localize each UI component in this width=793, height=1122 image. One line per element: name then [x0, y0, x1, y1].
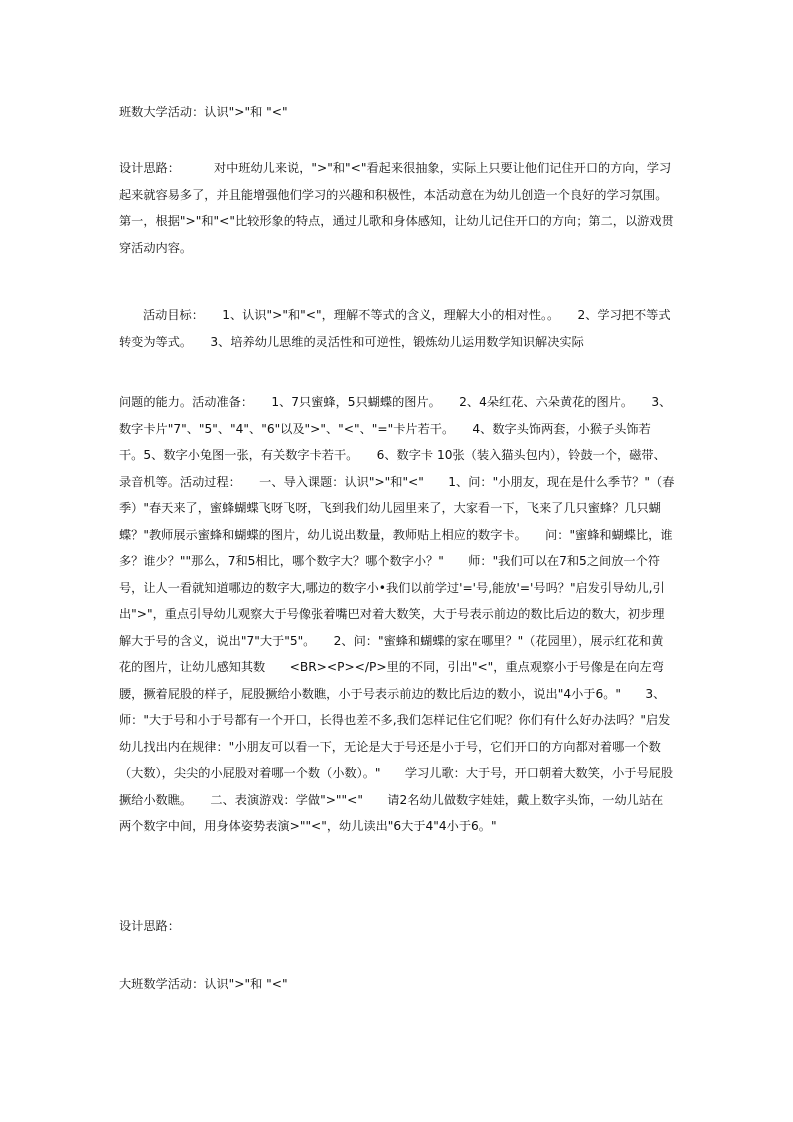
footer-title: 大班数学活动：认识">"和 "<": [119, 977, 288, 991]
page-title: 班数大学活动：认识">"和 "<": [119, 105, 288, 119]
design-idea-label: 设计思路：: [119, 161, 180, 175]
design-idea-text: 对中班幼儿来说，">"和"<"看起来很抽象，实际上只要让他们记住开口的方向，学习起来就容易多了，并且能增强他们学习的兴趣和积极性，本活动意在为幼儿创造一个良好的学习氛围。第一，根据">"和"<"比较形象的特点，通过儿歌和身体感知，让幼儿记住开口的方向；第二，以游戏贯穿活动内容。: [119, 161, 674, 255]
design-idea-label-2: 设计思路：: [119, 919, 180, 933]
goals-paragraph: 活动目标： 1、认识">"和"<"，理解不等式的含义，理解大小的相对性。。 2、学习把不等式转变为等式。 3、培养幼儿思维的灵活性和可逆性，锻炼幼儿运用数学知识解决实际: [119, 308, 671, 349]
process-paragraph: 问题的能力。活动准备： 1、7只蜜蜂，5只蝴蝶的图片。 2、4朵红花、六朵黄花的图片。 3、数字卡片"7"、"5"、"4"、"6"以及">"、"<"、"="卡片若干。 4、数字头饰两套，小猴子头饰若干。5、数字小兔图一张，有关数字卡若干。 6、数字卡 10张（装入猫头包内），铃鼓一个，磁带、录音机等。活动过程： 一、导入课题：认识">"和"<" 1、问："小朋友，现在是什么季节？"（春季）"春天来了，蜜蜂蝴蝶飞呀飞呀，飞到我们幼儿园里来了，大家看一下，飞来了几只蜜蜂？几只蝴蝶？"教师展示蜜蜂和蝴蝶的图片，幼儿说出数量，教师贴上相应的数字卡。 问："蜜蜂和蝴蝶比，谁多？谁少？""那么，7和5相比，哪个数字大？哪个数字小？" 师："我们可以在7和5之间放一个符号，让人一看就知道哪边的数字大,哪边的数字小•我们以前学过'='号,能放'='号吗？"启发引导幼儿,引出">"，重点引导幼儿观察大于号像张着嘴巴对着大数笑，大于号表示前边的数比后边的数大，初步理解大于号的含义，说出"7"大于"5"。 2、问："蜜蜂和蝴蝶的家在哪里？"（花园里），展示红花和黄花的图片，让幼儿感知其数 <BR><P></P>里的不同，引出"<"，重点观察小于号像是在向左弯腰，撅着屁股的样子，屁股撅给小数瞧，小于号表示前边的数比后边的数小，说出"4小于6。" 3、师："大于号和小于号都有一个开口，长得也差不多,我们怎样记住它们呢？你们有什么好办法吗？"启发幼儿找出内在规律："小朋友可以看一下，无论是大于号还是小于号，它们开口的方向都对着哪一个数（大数），尖尖的小屁股对着哪一个数（小数）。" 学习儿歌：大于号，开口朝着大数笑，小于号屁股撅给小数瞧。 二、表演游戏：学做">""<" 请2名幼儿做数字娃娃，戴上数字头饰，一幼儿站在两个数字中间，用身体姿势表演>""<"，幼儿读出"6大于4"4小于6。": [119, 395, 675, 833]
design-idea-paragraph: [119, 155, 675, 261]
